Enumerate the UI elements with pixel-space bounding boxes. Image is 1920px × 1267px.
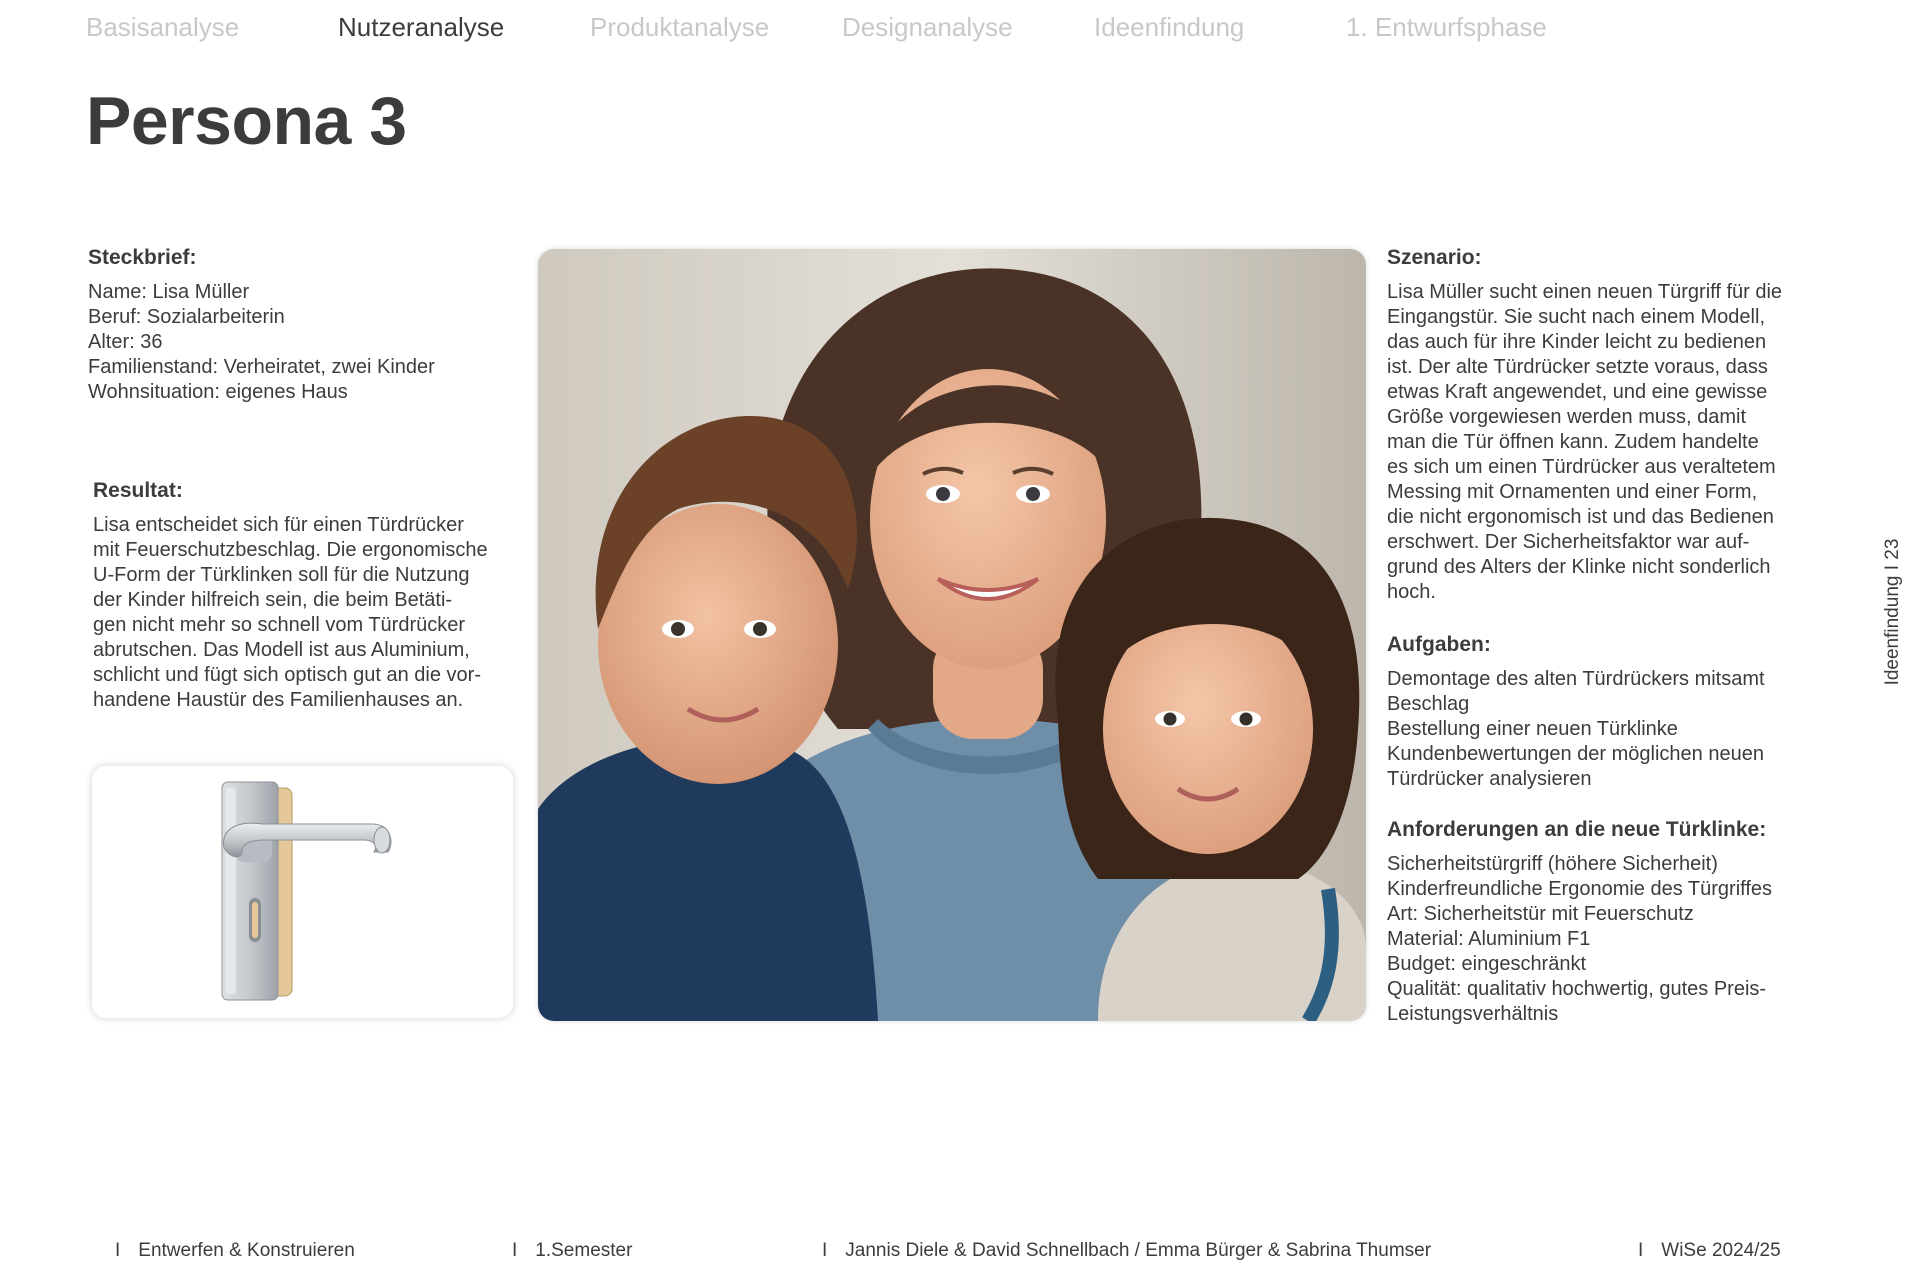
aufgaben-heading: Aufgaben: bbox=[1387, 633, 1491, 656]
aufgaben-line: Türdrücker analysieren bbox=[1387, 768, 1592, 790]
nav-item-entwurfsphase[interactable]: 1. Entwurfsphase bbox=[1346, 12, 1547, 42]
steckbrief-line: Wohnsituation: eigenes Haus bbox=[88, 381, 348, 403]
footer-separator: I bbox=[1638, 1240, 1644, 1261]
steckbrief-line: Beruf: Sozialarbeiterin bbox=[88, 306, 285, 328]
aufgaben-line: Bestellung einer neuen Türklinke bbox=[1387, 718, 1678, 740]
footer-authors-label: Jannis Diele & David Schnellbach / Emma Bürger & Sabrina Thumser bbox=[845, 1240, 1432, 1261]
steckbrief-line: Name: Lisa Müller bbox=[88, 281, 250, 303]
footer-semester bbox=[512, 1240, 632, 1262]
footer-separator: I bbox=[115, 1240, 121, 1261]
resultat-section bbox=[93, 479, 513, 713]
resultat-line: der Kinder hilfreich sein, die beim Betäti- bbox=[93, 589, 453, 611]
szenario-heading: Szenario: bbox=[1387, 246, 1482, 269]
szenario-line: grund des Alters der Klinke nicht sonderlich bbox=[1387, 556, 1771, 578]
steckbrief-section bbox=[88, 246, 508, 405]
szenario-line: Lisa Müller sucht einen neuen Türgriff für die bbox=[1387, 281, 1783, 303]
aufgaben-line: Kundenbewertungen der möglichen neuen bbox=[1387, 743, 1764, 765]
door-handle-image bbox=[92, 766, 513, 1018]
anforderungen-line: Art: Sicherheitstür mit Feuerschutz bbox=[1387, 903, 1694, 925]
szenario-line: es sich um einen Türdrücker aus veraltetem bbox=[1387, 456, 1776, 478]
nav-item-ideenfindung[interactable]: Ideenfindung bbox=[1094, 12, 1245, 42]
szenario-line: die nicht ergonomisch ist und das Bedienen bbox=[1387, 506, 1774, 528]
aufgaben-line: Beschlag bbox=[1387, 693, 1470, 715]
nav-item-produktanalyse[interactable]: Produktanalyse bbox=[590, 12, 770, 42]
resultat-line: abrutschen. Das Modell ist aus Aluminium, bbox=[93, 639, 470, 661]
resultat-line: mit Feuerschutzbeschlag. Die ergonomische bbox=[93, 539, 488, 561]
chapter-navigation bbox=[0, 12, 1600, 48]
nav-item-designanalyse[interactable]: Designanalyse bbox=[842, 12, 1013, 42]
footer-authors bbox=[822, 1240, 1431, 1262]
anforderungen-line: Leistungsverhältnis bbox=[1387, 1003, 1559, 1025]
resultat-line: gen nicht mehr so schnell vom Türdrücker bbox=[93, 614, 466, 636]
page-title: Persona 3 bbox=[86, 83, 407, 159]
szenario-line: etwas Kraft angewendet, und eine gewisse bbox=[1387, 381, 1768, 403]
aufgaben-line: Demontage des alten Türdrückers mitsamt bbox=[1387, 668, 1765, 690]
szenario-line: erschwert. Der Sicherheitsfaktor war auf- bbox=[1387, 531, 1750, 553]
family-portrait-photo bbox=[538, 249, 1366, 1021]
footer-course-label: Entwerfen & Konstruieren bbox=[138, 1240, 355, 1261]
resultat-heading: Resultat: bbox=[93, 479, 183, 502]
szenario-line: man die Tür öffnen kann. Zudem handelte bbox=[1387, 431, 1759, 453]
szenario-section bbox=[1387, 246, 1817, 605]
footer-course bbox=[115, 1240, 355, 1262]
footer-separator: I bbox=[512, 1240, 518, 1261]
szenario-line: Größe vorgewiesen werden muss, damit bbox=[1387, 406, 1747, 428]
footer-term bbox=[1638, 1240, 1781, 1262]
resultat-line: schlicht und fügt sich optisch gut an die vor- bbox=[93, 664, 481, 686]
steckbrief-line: Alter: 36 bbox=[88, 331, 163, 353]
nav-item-basisanalyse[interactable]: Basisanalyse bbox=[86, 12, 240, 42]
footer-term-label: WiSe 2024/25 bbox=[1661, 1240, 1781, 1261]
anforderungen-heading: Anforderungen an die neue Türklinke: bbox=[1387, 818, 1767, 841]
szenario-line: das auch für ihre Kinder leicht zu bedienen bbox=[1387, 331, 1767, 353]
szenario-line: hoch. bbox=[1387, 581, 1436, 603]
anforderungen-line: Qualität: qualitativ hochwertig, gutes Preis- bbox=[1387, 978, 1767, 1000]
resultat-line: U-Form der Türklinken soll für die Nutzung bbox=[93, 564, 470, 586]
szenario-line: Eingangstür. Sie sucht nach einem Modell, bbox=[1387, 306, 1765, 328]
steckbrief-line: Familienstand: Verheiratet, zwei Kinder bbox=[88, 356, 435, 378]
resultat-line: Lisa entscheidet sich für einen Türdrücker bbox=[93, 514, 464, 536]
anforderungen-line: Material: Aluminium F1 bbox=[1387, 928, 1591, 950]
footer-semester-label: 1.Semester bbox=[535, 1240, 633, 1261]
aufgaben-section bbox=[1387, 633, 1817, 792]
side-chapter-page-label: Ideenfindung I 23 bbox=[1882, 538, 1903, 686]
anforderungen-line: Kinderfreundliche Ergonomie des Türgriffes bbox=[1387, 878, 1773, 900]
anforderungen-line: Sicherheitstürgriff (höhere Sicherheit) bbox=[1387, 853, 1718, 875]
footer-separator: I bbox=[822, 1240, 828, 1261]
product-card bbox=[92, 766, 513, 1018]
szenario-line: ist. Der alte Türdrücker setzte voraus, dass bbox=[1387, 356, 1768, 378]
resultat-line: handene Haustür des Familienhauses an. bbox=[93, 689, 464, 711]
nav-item-nutzeranalyse[interactable]: Nutzeranalyse bbox=[338, 12, 505, 42]
anforderungen-section bbox=[1387, 818, 1827, 1027]
szenario-line: Messing mit Ornamenten und einer Form, bbox=[1387, 481, 1758, 503]
footer bbox=[0, 1240, 1920, 1262]
steckbrief-heading: Steckbrief: bbox=[88, 246, 197, 269]
anforderungen-line: Budget: eingeschränkt bbox=[1387, 953, 1587, 975]
